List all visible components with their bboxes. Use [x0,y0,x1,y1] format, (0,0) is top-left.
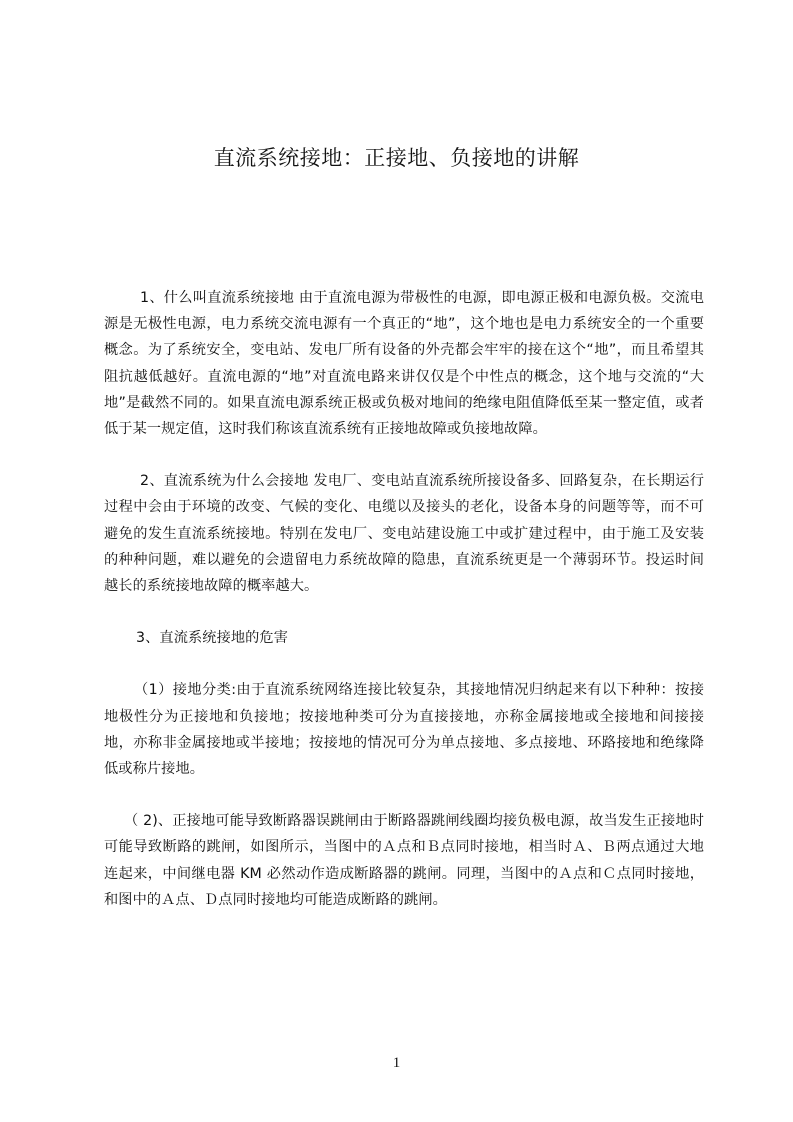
paragraph-4-grounding-classification: （1）接地分类:由于直流系统网络连接比较复杂，其接地情况归纳起来有以下种种：按接地极性分为正接地和负接地；按接地种类可分为直接接地，亦称金属接地或全接地和间接接地，亦称非金属接地或半接地；按接地的情况可分为单点接地、多点接地、环路接地和绝缘降低或称片接地。 [104,682,704,778]
document-body [104,285,704,913]
paragraph-3-hazards-heading: 3、直流系统接地的危害 [136,630,289,647]
paragraph-2-why-dc-grounds: 2、直流系统为什么会接地 发电厂、变电站直流系统所接设备多、回路复杂，在长期运行过程中会由于环境的改变、气候的变化、电缆以及接头的老化，设备本身的问题等等，而不可避免的发生直流系统接地。特别在发电厂、变电站建设施工中或扩建过程中，由于施工及安装的种种问题，难以避免的会遗留电力系统故障的隐患，直流系统更是一个薄弱环节。投运时间越长的系统接地故障的概率越大。 [104,473,704,595]
document-title: 直流系统接地：正接地、负接地的讲解 [213,146,580,170]
paragraph-1-what-is-dc-grounding: 1、什么叫直流系统接地 由于直流电源为带极性的电源，即电源正极和电源负极。交流电源是无极性电源，电力系统交流电源有一个真正的“地”，这个地也是电力系统安全的一个重要概念。为了系统安全，变电站、发电厂所有设备的外壳都会牢牢的接在这个“地”，而且希望其阻抗越低越好。直流电源的“地”对直流电路来讲仅仅是个中性点的概念，这个地与交流的“大地”是截然不同的。如果直流电源系统正极或负极对地间的绝缘电阻值降低至某一整定值，或者低于某一规定值，这时我们称该直流系统有正接地故障或负接地故障。 [104,290,704,438]
paragraph-5-positive-grounding-trip: （ 2)、正接地可能导致断路器误跳闸由于断路器跳闸线圈均接负极电源，故当发生正接地时可能导致断路的跳闸，如图所示，当图中的Ａ点和Ｂ点同时接地，相当时Ａ、Ｂ两点通过大地连起来，中间继电器 KM 必然动作造成断路器的跳闸。同理，当图中的Ａ点和Ｃ点同时接地，和图中的Ａ点、Ｄ点同时接地均可能造成断路的跳闸。 [104,813,704,908]
page-number: 1 [392,1055,401,1071]
